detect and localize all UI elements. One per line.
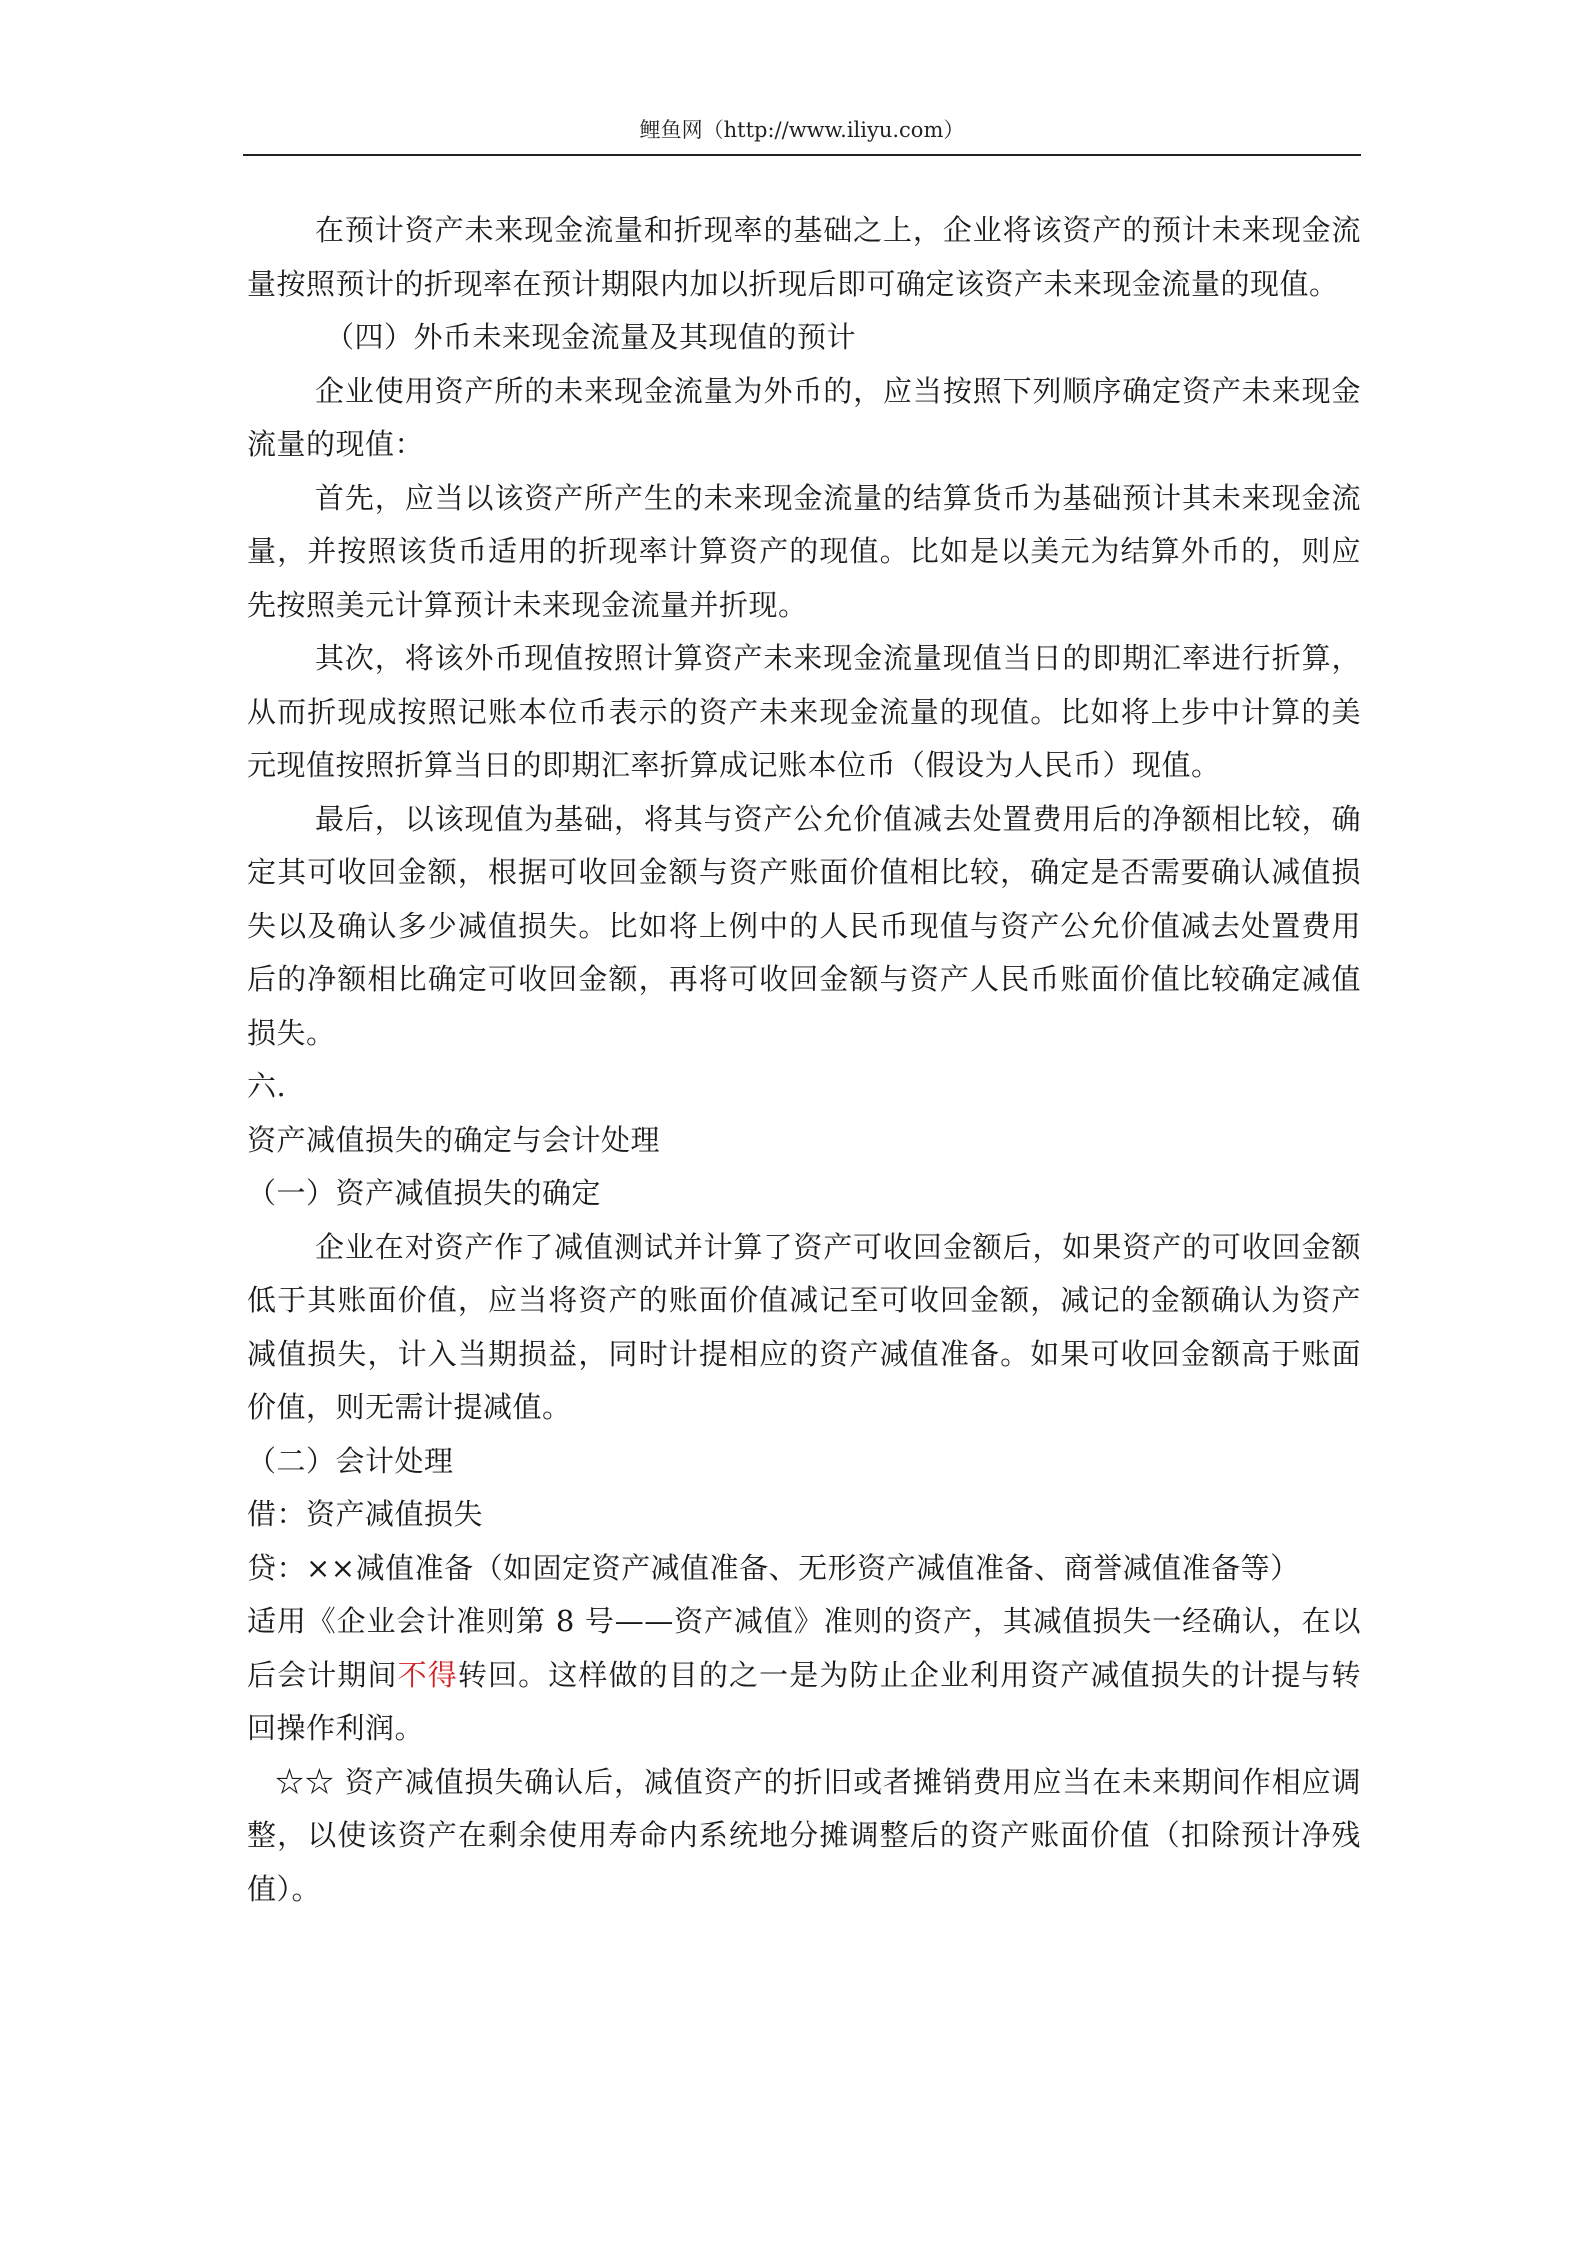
paragraph-foreign-currency: 企业使用资产所的未来现金流量为外币的，应当按照下列顺序确定资产未来现金流量的现值： — [247, 373, 1361, 461]
paragraph-second-step: 其次，将该外币现值按照计算资产未来现金流量现值当日的即期汇率进行折算，从而折现成按照记账本位币表示的资产未来现金流量的现值。比如将上步中计算的美元现值按照折算当日的即期汇率折算成记账本位币（假设为人民币）现值。 — [247, 641, 1361, 782]
document-body — [247, 204, 1361, 1916]
header-site-label: 鲤鱼网（http://www.iliyu.com） — [639, 118, 965, 142]
journal-debit-line: 借：资产减值损失 — [247, 1497, 484, 1531]
paragraph-no-reversal — [247, 1595, 1361, 1756]
section-heading-four: （四）外币未来现金流量及其现值的预计 — [325, 320, 857, 354]
paragraph-first-step: 首先，应当以该资产所产生的未来现金流量的结算货币为基础预计其未来现金流量，并按照该货币适用的折现率计算资产的现值。比如是以美元为结算外币的，则应先按照美元计算预计未来现金流量并折现。 — [247, 480, 1361, 622]
page-header — [243, 112, 1361, 156]
paragraph-depreciation-adjustment: ☆☆ 资产减值损失确认后，减值资产的折旧或者摊销费用应当在未来期间作相应调整，以使该资产在剩余使用寿命内系统地分摊调整后的资产账面价值（扣除预计净残值）。 — [247, 1764, 1361, 1906]
no-reversal-text-before: 适用《企业会计准则第 8 号——资产减值》准则的资产，其减值损失一经确认，在以后会计期间 — [247, 1604, 1361, 1692]
no-reversal-highlight: 不得 — [397, 1657, 458, 1692]
subsection-heading-two: （二）会计处理 — [247, 1443, 454, 1478]
paragraph-final-step: 最后，以该现值为基础，将其与资产公允价值减去处置费用后的净额相比较，确定其可收回金额，根据可收回金额与资产账面价值相比较，确定是否需要确认减值损失以及确认多少减值损失。比如将上例中的人民币现值与资产公允价值减去处置费用后的净额相比确定可收回金额，再将可收回金额与资产人民币账面价值比较确定减值损失。 — [247, 801, 1361, 1050]
paragraph-impairment-recognition: 企业在对资产作了减值测试并计算了资产可收回金额后，如果资产的可收回金额低于其账面价值，应当将资产的账面价值减记至可收回金额，减记的金额确认为资产减值损失，计入当期损益，同时计提相应的资产减值准备。如果可收回金额高于账面价值，则无需计提减值。 — [247, 1229, 1361, 1424]
no-reversal-text-after: 转回。这样做的目的之一是为防止企业利用资产减值损失的计提与转回操作利润。 — [247, 1657, 1361, 1745]
journal-credit-line: 贷：××减值准备（如固定资产减值准备、无形资产减值准备、商誉减值准备等） — [247, 1550, 1300, 1585]
subsection-heading-one: （一）资产减值损失的确定 — [247, 1176, 602, 1210]
section-number-six: 六. — [247, 1069, 287, 1103]
section-title-six: 资产减值损失的确定与会计处理 — [247, 1122, 661, 1157]
paragraph-present-value: 在预计资产未来现金流量和折现率的基础之上，企业将该资产的预计未来现金流量按照预计的折现率在预计期限内加以折现后即可确定该资产未来现金流量的现值。 — [247, 213, 1361, 301]
